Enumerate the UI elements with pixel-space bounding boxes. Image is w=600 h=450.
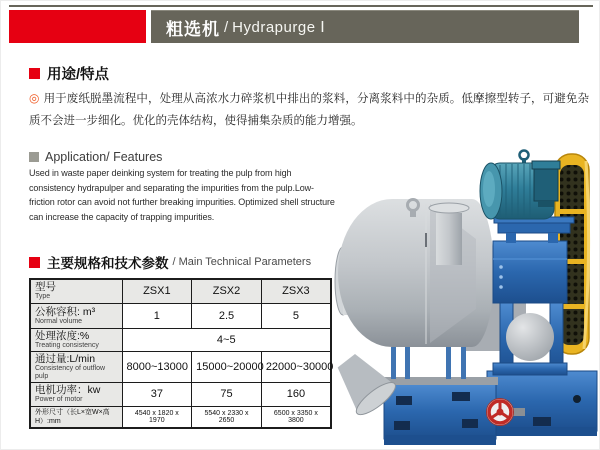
value-cell: 6500 x 3350 x 3800 [261,406,331,428]
page-title-en: Hydrapurge Ⅰ [232,19,326,36]
model-cell: ZSX2 [192,279,262,303]
usage-heading-label: 用途/特点 [47,67,110,83]
model-cell: ZSX3 [261,279,331,303]
application-paragraph: Used in waste paper deinking system for treating the pulp from high consistency hydrapulper and separating the impurities from the pulp.Low-friction rotor can avoid not further breaking impurities. Optimized shell structure can increase the capacity of trapping impurities. [29,168,335,222]
red-square-icon [29,257,40,268]
row-label-zh: 公称容积: m³ [35,305,96,318]
usage-body-text: 用于废纸脱墨流程中，处理从高浓水力碎浆机中排出的浆料，分离浆料中的杂质。低摩擦型转子，可避免杂质不会进一步细化。优化的壳体结构，使得捕集杂质的能力增强。 [29,93,589,127]
table-row-dimensions [30,406,331,428]
parameters-heading-en: / Main Technical Parameters [172,256,312,268]
model-cell: ZSX1 [122,279,192,303]
value-cell: 75 [192,382,262,406]
machine-frame [493,241,567,375]
value-cell: 15000~20000 [192,351,262,382]
table-row-power [30,382,331,406]
row-label-zh: 外形尺寸（长L×宽W×高H）:mm [35,408,110,425]
application-section-heading [29,150,162,164]
machine-photo [334,141,600,449]
table-row-throughput [30,351,331,382]
parameters-heading-zh: 主要规格和技术参数 [47,256,169,271]
usage-paragraph [29,87,589,132]
table-row-volume [30,303,331,328]
page-title-banner [151,10,579,43]
usage-section-heading [29,63,109,84]
value-cell: 22000~30000 [261,351,331,382]
row-label-en: Type [35,293,51,301]
gray-square-icon [29,152,39,162]
value-cell: 160 [261,382,331,406]
machine-support-ribs [382,347,498,385]
page-title-divider: / [224,18,229,36]
row-label-zh: 处理浓度:% [35,329,90,342]
value-cell: 8000~13000 [122,351,192,382]
row-label-en: Power of motor [35,396,83,403]
parameters-section-heading [29,252,311,272]
row-label-zh: 型号 [35,281,56,294]
value-cell: 2.5 [192,303,262,328]
value-cell-span: 4~5 [122,328,331,351]
application-heading-label: Application/ Features [45,150,163,164]
red-square-icon [29,68,40,79]
circle-bullet-icon: ◎ [29,91,40,105]
value-cell: 5540 x 2330 x 2650 [192,406,262,428]
row-label-en: Normal volume [35,317,83,325]
page-title-zh: 粗选机 [166,19,220,39]
table-row-model [30,279,331,303]
parameters-table [29,278,332,429]
row-label-en: Treating consistency [35,341,99,349]
value-cell: 5 [261,303,331,328]
table-row-consistency [30,328,331,351]
row-label-zh: 通过量:L/min [35,352,96,365]
value-cell: 37 [122,382,192,406]
row-label-zh: 电机功率：kw [35,384,101,396]
row-label-en: Consistency of outflow pulp [35,364,106,380]
header-rule [9,5,593,7]
header-red-block [9,10,146,43]
value-cell: 1 [122,303,192,328]
value-cell: 4540 x 1820 x 1970 [122,406,192,428]
